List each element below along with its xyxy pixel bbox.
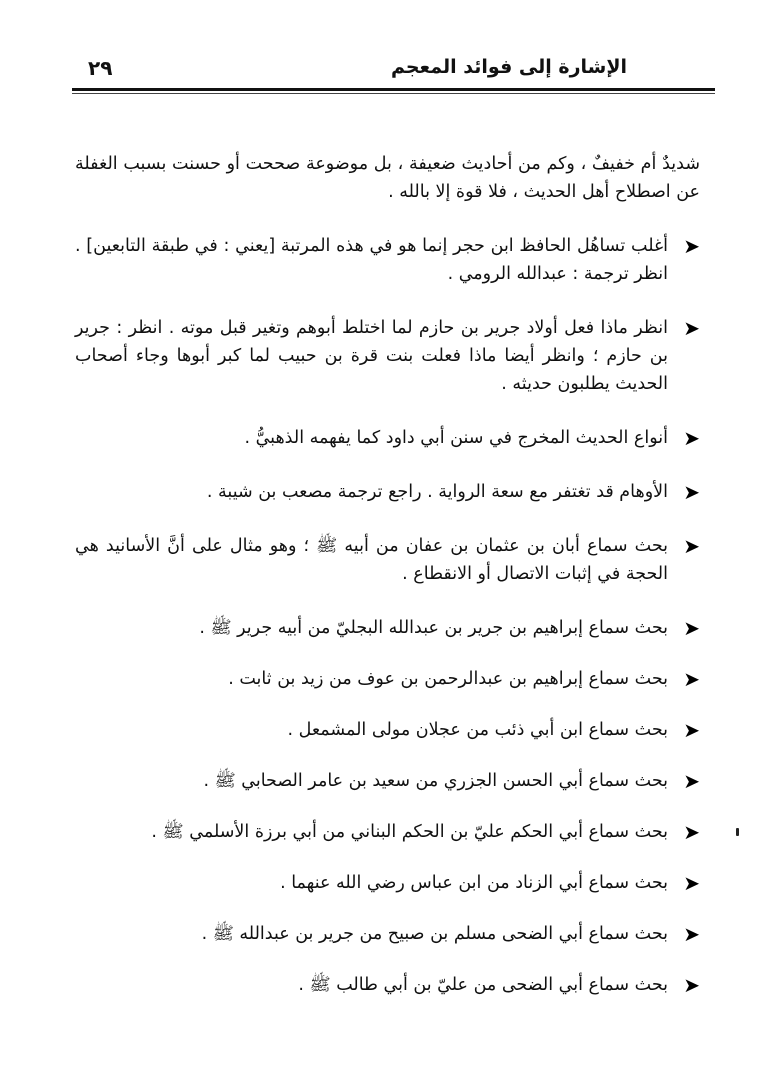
arrow-bullet-icon: ➤ [683,973,700,997]
header-rule-thin [72,93,715,94]
list-item [75,532,700,588]
page-body [75,150,700,1022]
intro-paragraph: شديدٌ أم خفيفٌ ، وكم من أحاديث ضعيفة ، بل موضوعة صححت أو حسنت بسبب الغفلة عن اصطلاح أهل الحديث ، فلا قوة إلا بالله . [75,154,700,202]
list-item-text: أنواع الحديث المخرج في سنن أبي داود كما يفهمه الذهبيُّ . [244,428,668,448]
benefits-list [75,232,700,999]
list-item-text: بحث سماع ابن أبي ذئب من عجلان مولى المشمعل . [287,720,668,740]
list-item-text: بحث سماع إبراهيم بن عبدالرحمن بن عوف من زيد بن ثابت . [228,669,668,689]
list-item [75,424,700,452]
list-item-text: بحث سماع أبي الضحى مسلم بن صبيح من جرير بن عبدالله ﷺ . [201,924,668,944]
page-header [70,52,715,88]
list-item [75,314,700,398]
arrow-bullet-icon: ➤ [683,534,700,558]
arrow-bullet-icon: ➤ [683,820,700,844]
page-number: ٢٩ [88,56,113,80]
list-item [75,869,700,897]
arrow-bullet-icon: ➤ [683,667,700,691]
list-item-text: بحث سماع أبي الزناد من ابن عباس رضي الله عنهما . [280,873,668,893]
list-item [75,716,700,744]
list-item-text: بحث سماع أبي الحسن الجزري من سعيد بن عامر الصحابي ﷺ . [203,771,668,791]
arrow-bullet-icon: ➤ [683,718,700,742]
list-item [75,614,700,642]
list-item-text: أغلب تساهُل الحافظ ابن حجر إنما هو في هذه المرتبة [يعني : في طبقة التابعين] . انظر ترجمة : عبدالله الرومي . [75,236,668,284]
list-item-text: انظر ماذا فعل أولاد جرير بن حازم لما اختلط أبوهم وتغير قبل موته . انظر : جرير بن حازم ؛ وانظر أيضا ماذا فعلت بنت قرة بن حبيب لما كبر أبوها وجاء أصحاب الحديث يطلبون حديثه . [75,318,668,394]
scan-speck [736,828,739,836]
arrow-bullet-icon: ➤ [683,234,700,258]
header-rule-thick [72,88,715,91]
running-title: الإشارة إلى فوائد المعجم [390,56,627,78]
arrow-bullet-icon: ➤ [683,480,700,504]
arrow-bullet-icon: ➤ [683,316,700,340]
list-item [75,971,700,999]
list-item-text: بحث سماع أبي الحكم عليّ بن الحكم البناني من أبي برزة الأسلمي ﷺ . [151,822,668,842]
list-item [75,232,700,288]
list-item-text: الأوهام قد تغتفر مع سعة الرواية . راجع ترجمة مصعب بن شيبة . [206,482,668,502]
list-item [75,478,700,506]
list-item-text: بحث سماع إبراهيم بن جرير بن عبدالله البجليّ من أبيه جرير ﷺ . [199,618,668,638]
list-item [75,920,700,948]
list-item [75,665,700,693]
arrow-bullet-icon: ➤ [683,769,700,793]
arrow-bullet-icon: ➤ [683,616,700,640]
list-item [75,767,700,795]
arrow-bullet-icon: ➤ [683,426,700,450]
arrow-bullet-icon: ➤ [683,922,700,946]
list-item [75,818,700,846]
list-item-text: بحث سماع أبان بن عثمان بن عفان من أبيه ﷺ ؛ وهو مثال على أنَّ الأسانيد هي الحجة في إثبات الاتصال أو الانقطاع . [75,536,668,584]
list-item-text: بحث سماع أبي الضحى من عليّ بن أبي طالب ﷺ . [298,975,668,995]
arrow-bullet-icon: ➤ [683,871,700,895]
